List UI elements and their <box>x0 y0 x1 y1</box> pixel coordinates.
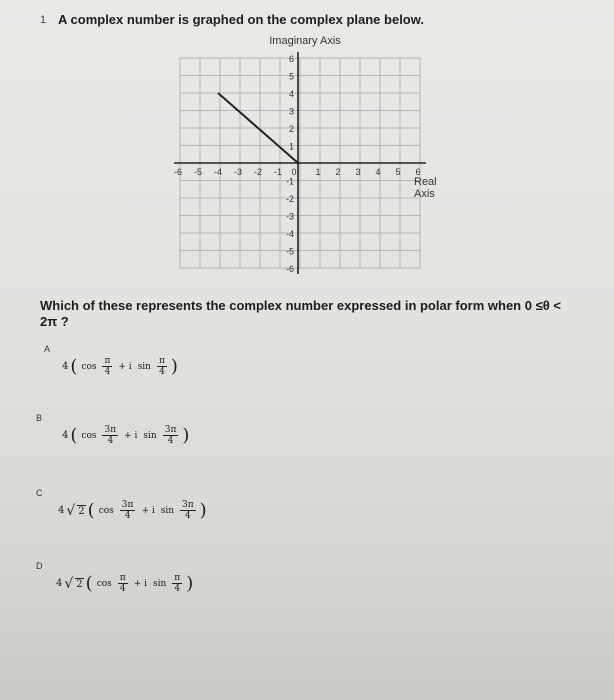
y-tick-label: 3 <box>288 106 294 117</box>
answer-choice-c[interactable] <box>58 500 207 521</box>
real-axis-label-line1: Real <box>414 176 437 188</box>
choice-letter: C <box>36 488 43 498</box>
x-tick-label: 1 <box>315 167 321 177</box>
y-tick-label: 6 <box>288 54 294 64</box>
fraction-numerator: π <box>104 356 111 366</box>
cos-label: cos <box>98 505 114 516</box>
cos-label: cos <box>81 430 97 441</box>
fraction-denominator: 4 <box>104 367 111 377</box>
cos-label: cos <box>81 361 97 372</box>
question-prompt: A complex number is graphed on the complex plane below. <box>58 12 424 27</box>
y-tick-label: 2 <box>288 124 294 134</box>
sqrt-icon: √ <box>66 502 76 519</box>
fraction-numerator: 3π <box>104 425 117 435</box>
fraction-denominator: 4 <box>159 367 165 377</box>
x-tick-label: -1 <box>273 167 283 177</box>
sqrt-icon: √ <box>64 575 74 592</box>
answer-choice-b[interactable] <box>62 425 189 446</box>
sqrt-argument: 2 <box>78 505 85 517</box>
sin-label: sin <box>137 361 151 372</box>
y-tick-label: -5 <box>285 246 294 257</box>
y-tick-label: 5 <box>288 71 294 82</box>
open-paren: ( <box>87 499 95 521</box>
sin-label: sin <box>152 578 167 589</box>
sin-label: sin <box>143 430 157 441</box>
close-paren: ) <box>199 499 207 521</box>
choice-letter: B <box>36 413 43 423</box>
fraction-numerator: π <box>174 573 181 583</box>
cos-angle <box>102 425 118 446</box>
fraction-denominator: 4 <box>107 436 114 446</box>
sqrt-argument: 2 <box>76 578 83 590</box>
y-tick-label: -6 <box>285 264 294 274</box>
x-tick-label: 4 <box>375 167 381 177</box>
choice-letter: A <box>44 344 51 354</box>
y-tick-label: -3 <box>285 211 294 222</box>
plus-i-label: + i <box>124 430 138 441</box>
answer-choice-d[interactable] <box>56 573 193 594</box>
fraction-denominator: 4 <box>174 584 181 594</box>
x-tick-label: -5 <box>193 167 203 177</box>
close-paren: ) <box>170 355 178 377</box>
fraction-denominator: 4 <box>119 584 126 594</box>
cos-angle <box>120 500 136 521</box>
fraction-denominator: 4 <box>167 436 174 446</box>
sin-label: sin <box>160 505 175 516</box>
close-paren: ) <box>186 572 194 594</box>
x-tick-label: 2 <box>335 167 341 177</box>
imaginary-axis-label: Imaginary Axis <box>269 35 341 47</box>
plus-i-label: + i <box>133 578 147 589</box>
answer-choice-a[interactable] <box>62 356 178 377</box>
x-tick-label: 0 <box>291 167 297 177</box>
choice-letter: D <box>36 561 43 571</box>
close-paren: ) <box>182 424 190 446</box>
fraction-numerator: 3π <box>182 500 194 510</box>
question-number: 1 <box>40 14 47 26</box>
plus-i-label: + i <box>118 361 132 372</box>
sin-angle <box>180 500 196 521</box>
fraction-numerator: π <box>119 573 126 583</box>
plus-i-label: + i <box>141 505 155 516</box>
question-text: Which of these represents the complex number expressed in polar form when 0 ≤θ < 2π ? <box>40 298 561 329</box>
y-tick-label: -4 <box>285 229 294 239</box>
sin-angle <box>172 573 182 594</box>
cos-angle <box>102 356 112 377</box>
sin-angle <box>157 356 167 377</box>
fraction-numerator: 3π <box>164 425 177 435</box>
fraction-numerator: π <box>158 356 165 366</box>
coefficient: 4 <box>62 430 69 441</box>
coefficient: 4 <box>62 361 69 372</box>
fraction-numerator: 3π <box>121 500 134 510</box>
open-paren: ( <box>85 572 93 594</box>
sin-angle <box>163 425 179 446</box>
x-tick-label: -6 <box>173 167 183 177</box>
complex-plane-graph <box>0 0 614 300</box>
cos-angle <box>118 573 128 594</box>
x-tick-label: -4 <box>213 167 223 177</box>
cos-label: cos <box>96 578 112 589</box>
open-paren: ( <box>70 355 78 377</box>
fraction-denominator: 4 <box>184 511 191 521</box>
x-tick-label: 5 <box>395 167 401 177</box>
y-tick-label: 4 <box>288 89 294 99</box>
x-tick-label: -3 <box>233 167 243 177</box>
y-tick-label: -1 <box>285 176 294 187</box>
fraction-denominator: 4 <box>124 511 131 521</box>
x-tick-label: 3 <box>355 167 361 177</box>
coefficient: 4 <box>58 505 65 516</box>
coefficient: 4 <box>56 578 63 589</box>
y-tick-label: -2 <box>285 194 294 204</box>
open-paren: ( <box>70 424 78 446</box>
real-axis-label-line2: Axis <box>414 188 435 200</box>
x-tick-label: -2 <box>253 167 263 177</box>
x-tick-label: 6 <box>415 167 421 177</box>
y-tick-label: 1 <box>288 141 294 152</box>
